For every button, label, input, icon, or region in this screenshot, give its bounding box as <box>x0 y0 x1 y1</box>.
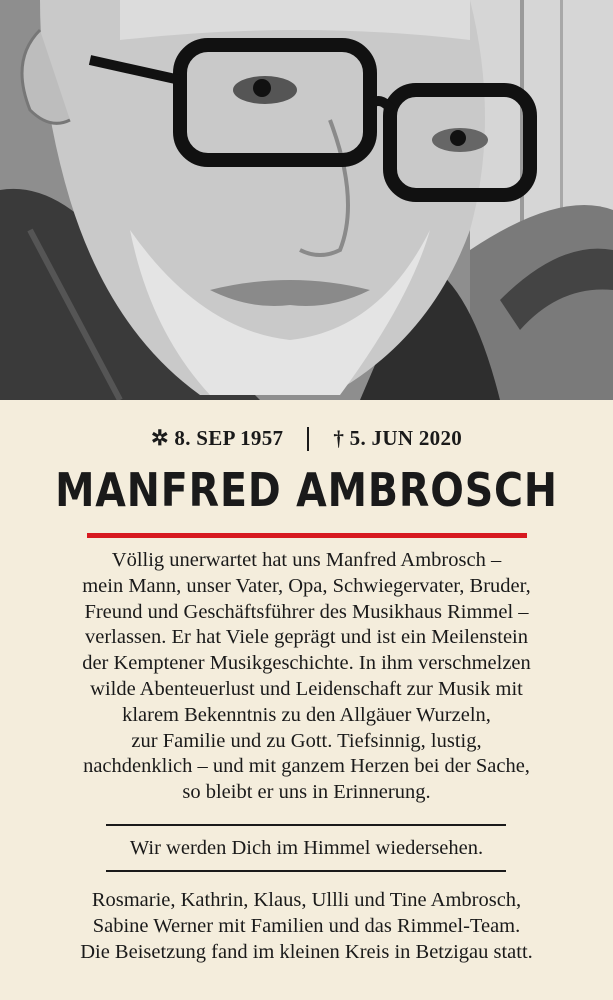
deceased-name: MANFRED AMBROSCH <box>55 463 558 517</box>
body-line: Freund und Geschäftsführer des Musikhaus Rimmel – <box>84 600 529 623</box>
body-line: wilde Abenteuerlust und Leidenschaft zur Musik mit <box>90 677 523 700</box>
closing-line: Die Beisetzung fand im kleinen Kreis in Betzigau statt. <box>80 941 533 963</box>
death-date: † 5. JUN 2020 <box>333 426 463 450</box>
birth-date: ✲ 8. SEP 1957 <box>150 426 284 450</box>
body-line: nachdenklich – und mit ganzem Herzen bei der Sache, <box>83 755 530 778</box>
closing-line: Rosmarie, Kathrin, Klaus, Ullli und Tine Ambrosch, <box>91 889 522 911</box>
body-line: zur Familie und zu Gott. Tiefsinnig, lustig, <box>131 729 482 752</box>
closing-line: Sabine Werner mit Familien und das Rimmel-Team. <box>92 915 521 937</box>
date-separator <box>307 427 309 451</box>
body-line: klarem Bekenntnis zu den Allgäuer Wurzeln, <box>122 703 491 726</box>
body-line: verlassen. Er hat Viele geprägt und ist ein Meilenstein <box>84 626 528 649</box>
mourners-signature <box>0 887 613 965</box>
obituary-body <box>20 548 593 806</box>
body-line: Völlig unerwartet hat uns Manfred Ambrosch – <box>111 549 502 571</box>
portrait-photo <box>0 0 613 400</box>
divider-top <box>106 824 506 826</box>
farewell-quote: Wir werden Dich im Himmel wiedersehen. <box>129 837 484 859</box>
obituary-text-panel <box>0 400 613 1000</box>
divider-bottom <box>106 870 506 872</box>
body-line: der Kemptener Musikgeschichte. In ihm verschmelzen <box>82 652 531 675</box>
body-line: so bleibt er uns in Erinnerung. <box>182 781 431 804</box>
red-underline <box>87 533 527 538</box>
body-line: mein Mann, unser Vater, Opa, Schwiegervater, Bruder, <box>82 574 531 597</box>
life-dates <box>0 426 613 451</box>
